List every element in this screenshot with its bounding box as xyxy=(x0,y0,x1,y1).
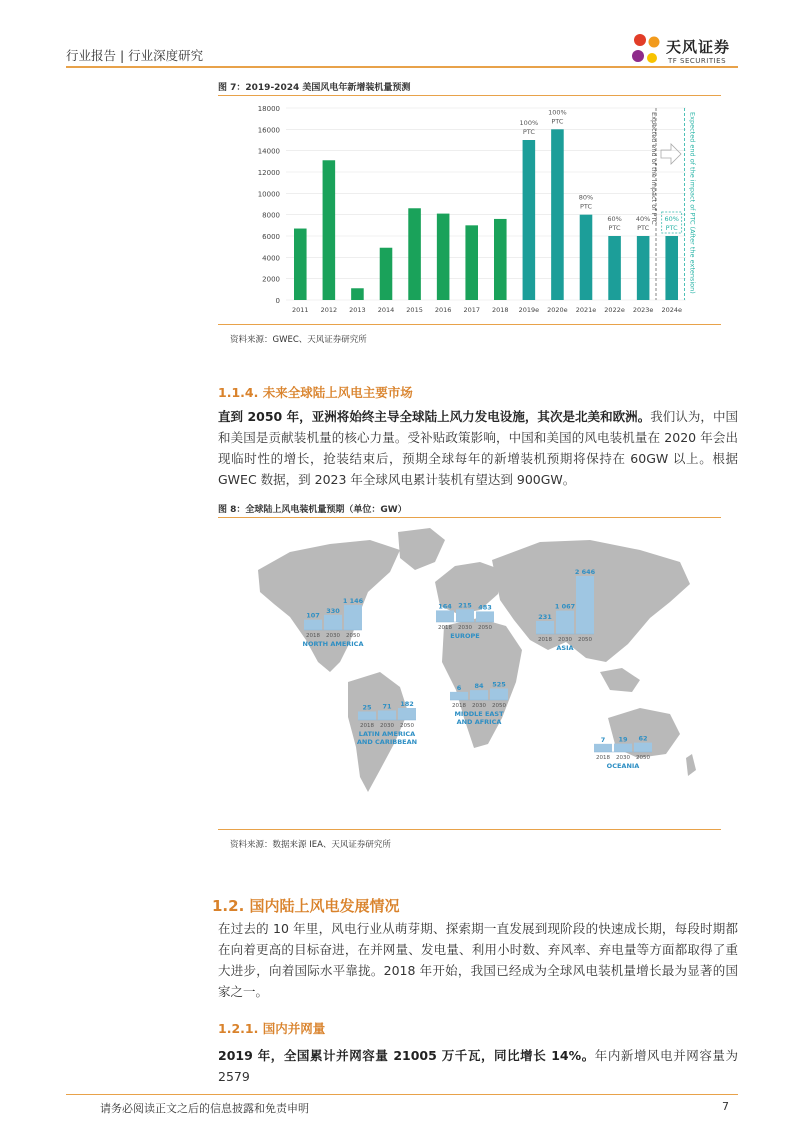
ptc-end-annotation: Expected end of the impact of PTC xyxy=(650,112,658,225)
region-year-label: 2018 xyxy=(596,755,610,761)
region-bar xyxy=(576,576,594,634)
new-zealand-shape xyxy=(686,754,696,776)
region-year-label: 2030 xyxy=(380,723,394,729)
region-bar xyxy=(536,621,554,634)
bar-2019e xyxy=(523,140,536,300)
region-year-label: 2030 xyxy=(616,755,630,761)
region-year-label: 2018 xyxy=(438,625,452,631)
x-tick-label: 2023e xyxy=(632,306,654,314)
figure8-caption: 图 8：全球陆上风电装机量预期（单位：GW） xyxy=(218,505,407,515)
region-year-label: 2050 xyxy=(400,723,414,729)
logo-text-cn: 天风证券 xyxy=(666,38,731,56)
x-tick-label: 2014 xyxy=(377,306,395,314)
region-value-label: 71 xyxy=(382,702,392,711)
ptc-percent-label: 60% xyxy=(607,215,622,223)
region-name: OCEANIA xyxy=(606,762,640,770)
us-wind-chart xyxy=(250,100,697,320)
region-bar xyxy=(476,611,494,622)
ptc-percent-label: 100% xyxy=(519,119,539,127)
region-bar xyxy=(594,744,612,752)
region-value-label: 1 146 xyxy=(342,596,364,605)
x-tick-label: 2016 xyxy=(434,306,452,314)
region-name: MIDDLE EAST xyxy=(454,710,504,718)
y-tick-label: 2000 xyxy=(262,275,280,284)
region-bar xyxy=(470,690,488,700)
region-year-label: 2050 xyxy=(492,703,506,709)
region-year-label: 2030 xyxy=(558,637,572,643)
ptc-label: PTC xyxy=(637,224,650,232)
region-year-label: 2018 xyxy=(538,637,552,643)
bar-2012 xyxy=(323,160,336,300)
region-value-label: 231 xyxy=(538,612,552,621)
section-114-text: 我们认为，中国和美国是贡献装机量的核心力量。受补贴政策影响，中国和美国的风电装机量在 2020 年会出现临时性的增长，抢装结束后，预期全球每年的新增装机预期将保持在 60GW 以上。根据 GWEC 数据，到 2023 年全球风电累计装机有望达到 900GW。 xyxy=(218,409,738,487)
region-value-label: 25 xyxy=(362,703,372,712)
region-name-line2: AND CARIBBEAN xyxy=(356,738,418,746)
x-tick-label: 2011 xyxy=(292,306,309,314)
ptc-label: PTC xyxy=(551,117,564,126)
southeast-asia-shape xyxy=(600,668,640,692)
y-tick-label: 16000 xyxy=(257,126,280,135)
section-114-bold: 直到 2050 年，亚洲将始终主导全球陆上风力发电设施，其次是北美和欧洲。 xyxy=(218,409,651,424)
ptc-extension-annotation: Expected end of the impact of PTC (After the extension) xyxy=(688,112,697,294)
section-121-title: 1.2.1. 国内并网量 xyxy=(218,1021,326,1036)
region-value-label: 2 646 xyxy=(574,568,596,576)
bar-2016 xyxy=(437,214,450,300)
ptc-percent-label: 60% xyxy=(664,215,679,223)
region-value-label: 6 xyxy=(456,683,462,692)
region-bar xyxy=(634,743,652,752)
bar-2018 xyxy=(494,219,507,300)
region-value-label: 164 xyxy=(438,602,452,611)
tf-logo-icon xyxy=(628,30,664,68)
region-year-label: 2050 xyxy=(346,633,360,639)
figure8-source: 资料来源：数据来源 IEA、天风证券研究所 xyxy=(230,840,391,850)
region-bar xyxy=(456,609,474,622)
section-12-paragraph: 在过去的 10 年里，风电行业从萌芽期、探索期一直发展到现阶段的快速成长期，每段时期都在向着更高的目标奋进，在并网量、发电量、利用小时数、弃风率、弃电量等方面都取得了重大进步，向着国际水平靠拢。2018 年开始，我国已经成为全球风电装机量增长最为显著的国家之一。 xyxy=(218,921,738,999)
region-bar xyxy=(450,692,468,700)
region-year-label: 2050 xyxy=(478,625,492,631)
x-tick-label: 2022e xyxy=(604,306,625,314)
x-tick-label: 2019e xyxy=(518,306,540,314)
region-bar xyxy=(436,610,454,622)
region-year-label: 2030 xyxy=(458,625,472,631)
region-bar xyxy=(344,605,362,630)
region-year-label: 2018 xyxy=(306,633,320,639)
bar-2015 xyxy=(408,208,421,300)
region-name: LATIN AMERICA xyxy=(358,730,416,738)
region-bar xyxy=(378,710,396,720)
region-bar xyxy=(324,615,342,630)
world-map xyxy=(230,522,710,822)
extension-arrow-icon xyxy=(661,144,681,164)
region-value-label: 1 067 xyxy=(554,602,576,611)
x-tick-label: 2024e xyxy=(661,306,682,314)
region-year-label: 2050 xyxy=(636,755,650,761)
x-tick-label: 2015 xyxy=(406,306,423,314)
region-value-label: 62 xyxy=(638,734,648,743)
x-tick-label: 2012 xyxy=(320,306,338,314)
region-value-label: 19 xyxy=(618,735,628,744)
region-name: ASIA xyxy=(556,644,574,652)
x-tick-label: 2021e xyxy=(575,306,597,314)
y-tick-label: 6000 xyxy=(262,233,280,241)
bar-2023e xyxy=(637,236,650,300)
page-number: 7 xyxy=(722,1100,729,1113)
y-tick-label: 14000 xyxy=(257,147,280,156)
y-tick-label: 0 xyxy=(275,297,280,305)
footer-disclaimer: 请务必阅读正文之后的信息披露和免责申明 xyxy=(100,1102,309,1115)
ptc-percent-label: 40% xyxy=(635,215,651,223)
ptc-percent-label: 80% xyxy=(578,193,594,202)
logo-text-en: TF SECURITIES xyxy=(668,57,727,65)
bar-2021e xyxy=(580,215,593,300)
region-bar xyxy=(358,711,376,720)
bar-2017 xyxy=(465,225,478,300)
y-tick-label: 12000 xyxy=(257,169,280,177)
section-12-title: 1.2. 国内陆上风电发展情况 xyxy=(212,897,400,915)
region-value-label: 215 xyxy=(458,601,472,610)
ptc-label: PTC xyxy=(608,224,621,232)
figure7-top-rule xyxy=(218,95,721,96)
region-value-label: 107 xyxy=(306,611,320,620)
figure7-bottom-rule xyxy=(218,324,721,325)
header-report-type: 行业报告 | 行业深度研究 xyxy=(66,48,204,63)
ptc-label: PTC xyxy=(665,224,678,232)
region-name: EUROPE xyxy=(450,632,480,640)
bar-2024e xyxy=(665,236,678,300)
bar-2013 xyxy=(351,288,364,300)
ptc-percent-label: 100% xyxy=(548,108,567,117)
section-121-bold: 2019 年，全国累计并网容量 21005 万千瓦，同比增长 14%。 xyxy=(218,1048,595,1063)
x-tick-label: 2017 xyxy=(463,306,480,314)
y-tick-label: 10000 xyxy=(257,190,280,199)
region-year-label: 2018 xyxy=(360,723,374,729)
bar-2014 xyxy=(380,248,393,300)
continents xyxy=(258,528,696,792)
region-year-label: 2030 xyxy=(472,703,486,709)
region-value-label: 330 xyxy=(326,606,340,615)
ptc-label: PTC xyxy=(522,128,535,136)
y-tick-label: 4000 xyxy=(262,254,280,263)
region-year-label: 2050 xyxy=(578,637,592,643)
section-121-text: 年内新增风电并网容量为 2579 xyxy=(218,1048,738,1084)
region-year-label: 2030 xyxy=(326,633,340,639)
figure8-top-rule xyxy=(218,517,721,518)
footer-divider xyxy=(66,1094,738,1095)
greenland-shape xyxy=(398,528,445,570)
section-114-paragraph xyxy=(218,406,738,490)
region-name: NORTH AMERICA xyxy=(302,640,364,648)
section-114-title: 1.1.4. 未来全球陆上风电主要市场 xyxy=(218,385,413,400)
region-bar xyxy=(556,611,574,634)
y-tick-label: 8000 xyxy=(262,211,280,220)
region-value-label: 182 xyxy=(400,700,414,709)
region-value-label: 84 xyxy=(474,682,484,691)
x-tick-label: 2018 xyxy=(492,306,509,314)
region-value-label: 483 xyxy=(478,603,492,612)
region-bar xyxy=(490,688,508,700)
figure7-caption: 图 7：2019-2024 美国风电年新增装机量预测 xyxy=(218,83,411,93)
region-bar xyxy=(614,744,632,752)
x-tick-label: 2020e xyxy=(547,306,568,314)
region-value-label: 7 xyxy=(600,735,606,744)
figure7-source: 资料来源：GWEC、天风证券研究所 xyxy=(230,335,367,345)
figure8-bottom-rule xyxy=(218,829,721,830)
bar-2011 xyxy=(294,229,307,300)
region-year-label: 2018 xyxy=(452,703,466,709)
bar-2020e xyxy=(551,129,564,300)
bar-2022e xyxy=(608,236,621,300)
region-name-line2: AND AFRICA xyxy=(456,718,502,726)
x-tick-label: 2013 xyxy=(349,306,366,314)
region-value-label: 525 xyxy=(492,680,506,689)
y-tick-label: 18000 xyxy=(257,105,280,113)
region-bar xyxy=(304,620,322,630)
ptc-label: PTC xyxy=(579,202,593,211)
section-121-paragraph xyxy=(218,1045,738,1087)
region-bar xyxy=(398,708,416,720)
header-divider xyxy=(66,66,738,68)
